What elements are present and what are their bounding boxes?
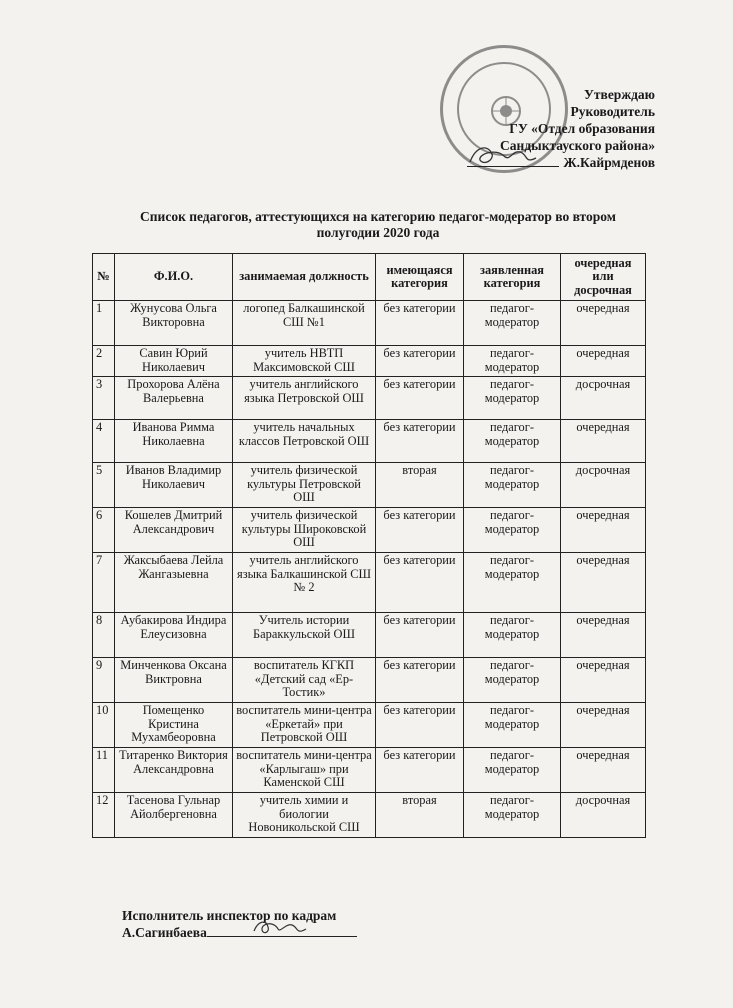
row-type: очередная	[561, 703, 646, 748]
row-claimed-category: педагог-модератор	[464, 420, 561, 463]
table-row	[93, 553, 646, 613]
executor-name: А.Сагинбаева	[122, 925, 207, 940]
title-line-1: Список педагогов, аттестующихся на категорию педагог-модератор во втором	[140, 209, 616, 224]
row-fio: Минченкова Оксана Виктровна	[115, 658, 233, 703]
row-number: 3	[93, 377, 115, 420]
row-position: воспитатель мини-центра «Карлыгаш» при Каменской СШ	[233, 748, 376, 793]
row-type: очередная	[561, 420, 646, 463]
header-claimed-category: заявленная категория	[464, 254, 561, 301]
row-position: учитель физической культуры Петровской ОШ	[233, 463, 376, 508]
row-fio: Тасенова Гульнар Айолбергеновна	[115, 793, 233, 838]
row-number: 6	[93, 508, 115, 553]
executor-signature	[250, 915, 310, 941]
title-line-2: полугодии 2020 года	[316, 225, 440, 240]
table-row	[93, 658, 646, 703]
approver-name: Ж.Кайрмденов	[563, 155, 655, 170]
row-fio: Аубакирова Индира Елеусизовна	[115, 613, 233, 658]
row-claimed-category: педагог-модератор	[464, 463, 561, 508]
executor-signature-line	[122, 924, 357, 941]
table-row	[93, 793, 646, 838]
row-current-category: без категории	[376, 301, 464, 346]
row-type: очередная	[561, 748, 646, 793]
row-number: 5	[93, 463, 115, 508]
row-claimed-category: педагог-модератор	[464, 703, 561, 748]
row-fio: Помещенко Кристина Мухамбеоровна	[115, 703, 233, 748]
teachers-table	[92, 253, 646, 838]
row-claimed-category: педагог-модератор	[464, 377, 561, 420]
row-fio: Иванова Римма Николаевна	[115, 420, 233, 463]
row-current-category: без категории	[376, 553, 464, 613]
row-position: учитель английского языка Петровской ОШ	[233, 377, 376, 420]
row-current-category: вторая	[376, 463, 464, 508]
approver-signature	[466, 140, 546, 172]
row-current-category: без категории	[376, 613, 464, 658]
row-current-category: без категории	[376, 346, 464, 377]
row-type: досрочная	[561, 793, 646, 838]
row-claimed-category: педагог-модератор	[464, 301, 561, 346]
row-claimed-category: педагог-модератор	[464, 613, 561, 658]
row-fio: Жаксыбаева Лейла Жангазыевна	[115, 553, 233, 613]
document-title	[118, 209, 638, 241]
header-position: занимаемая должность	[233, 254, 376, 301]
row-claimed-category: педагог-модератор	[464, 748, 561, 793]
row-fio: Иванов Владимир Николаевич	[115, 463, 233, 508]
row-type: очередная	[561, 508, 646, 553]
row-number: 12	[93, 793, 115, 838]
row-position: воспитатель мини-центра «Еркетай» при Петровской ОШ	[233, 703, 376, 748]
row-number: 7	[93, 553, 115, 613]
row-type: очередная	[561, 346, 646, 377]
executor-block	[122, 907, 357, 941]
table-row	[93, 463, 646, 508]
approval-line-2: Руководитель	[570, 104, 655, 119]
row-type: очередная	[561, 301, 646, 346]
header-number: №	[93, 254, 115, 301]
approval-line-4: Сандыктауского района»	[500, 138, 655, 153]
approval-line-1: Утверждаю	[583, 87, 655, 102]
row-fio: Савин Юрий Николаевич	[115, 346, 233, 377]
table-row	[93, 301, 646, 346]
row-claimed-category: педагог-модератор	[464, 346, 561, 377]
row-position: учитель физической культуры Широковской ОШ	[233, 508, 376, 553]
row-type: очередная	[561, 613, 646, 658]
row-number: 2	[93, 346, 115, 377]
table-row	[93, 703, 646, 748]
row-fio: Кошелев Дмитрий Александрович	[115, 508, 233, 553]
table-row	[93, 377, 646, 420]
row-position: логопед Балкашинской СШ №1	[233, 301, 376, 346]
row-claimed-category: педагог-модератор	[464, 553, 561, 613]
table-row	[93, 613, 646, 658]
header-current-category: имеющаяся категория	[376, 254, 464, 301]
row-current-category: вторая	[376, 793, 464, 838]
row-type: очередная	[561, 553, 646, 613]
header-fio: Ф.И.О.	[115, 254, 233, 301]
row-position: учитель английского языка Балкашинской СШ № 2	[233, 553, 376, 613]
row-position: Учитель истории Бараккульской ОШ	[233, 613, 376, 658]
row-current-category: без категории	[376, 377, 464, 420]
header-type: очередная или досрочная	[561, 254, 646, 301]
row-type: досрочная	[561, 377, 646, 420]
row-number: 11	[93, 748, 115, 793]
row-type: досрочная	[561, 463, 646, 508]
table-row	[93, 748, 646, 793]
row-fio: Жунусова Ольга Викторовна	[115, 301, 233, 346]
row-current-category: без категории	[376, 658, 464, 703]
row-claimed-category: педагог-модератор	[464, 658, 561, 703]
row-number: 10	[93, 703, 115, 748]
row-fio: Прохорова Алёна Валерьевна	[115, 377, 233, 420]
approval-line-3: ГУ «Отдел образования	[509, 121, 655, 136]
table-row	[93, 420, 646, 463]
row-position: учитель НВТП Максимовской СШ	[233, 346, 376, 377]
row-number: 8	[93, 613, 115, 658]
table-row	[93, 508, 646, 553]
row-claimed-category: педагог-модератор	[464, 793, 561, 838]
row-current-category: без категории	[376, 420, 464, 463]
row-position: воспитатель КГКП «Детский сад «Ер-Тостик»	[233, 658, 376, 703]
row-current-category: без категории	[376, 508, 464, 553]
executor-title: Исполнитель инспектор по кадрам	[122, 908, 337, 923]
row-number: 9	[93, 658, 115, 703]
row-claimed-category: педагог-модератор	[464, 508, 561, 553]
row-number: 4	[93, 420, 115, 463]
row-fio: Титаренко Виктория Александровна	[115, 748, 233, 793]
row-current-category: без категории	[376, 703, 464, 748]
table-row	[93, 346, 646, 377]
row-position: учитель начальных классов Петровской ОШ	[233, 420, 376, 463]
row-position: учитель химии и биологии Новоникольской СШ	[233, 793, 376, 838]
table-header-row	[93, 254, 646, 301]
row-current-category: без категории	[376, 748, 464, 793]
row-type: очередная	[561, 658, 646, 703]
row-number: 1	[93, 301, 115, 346]
